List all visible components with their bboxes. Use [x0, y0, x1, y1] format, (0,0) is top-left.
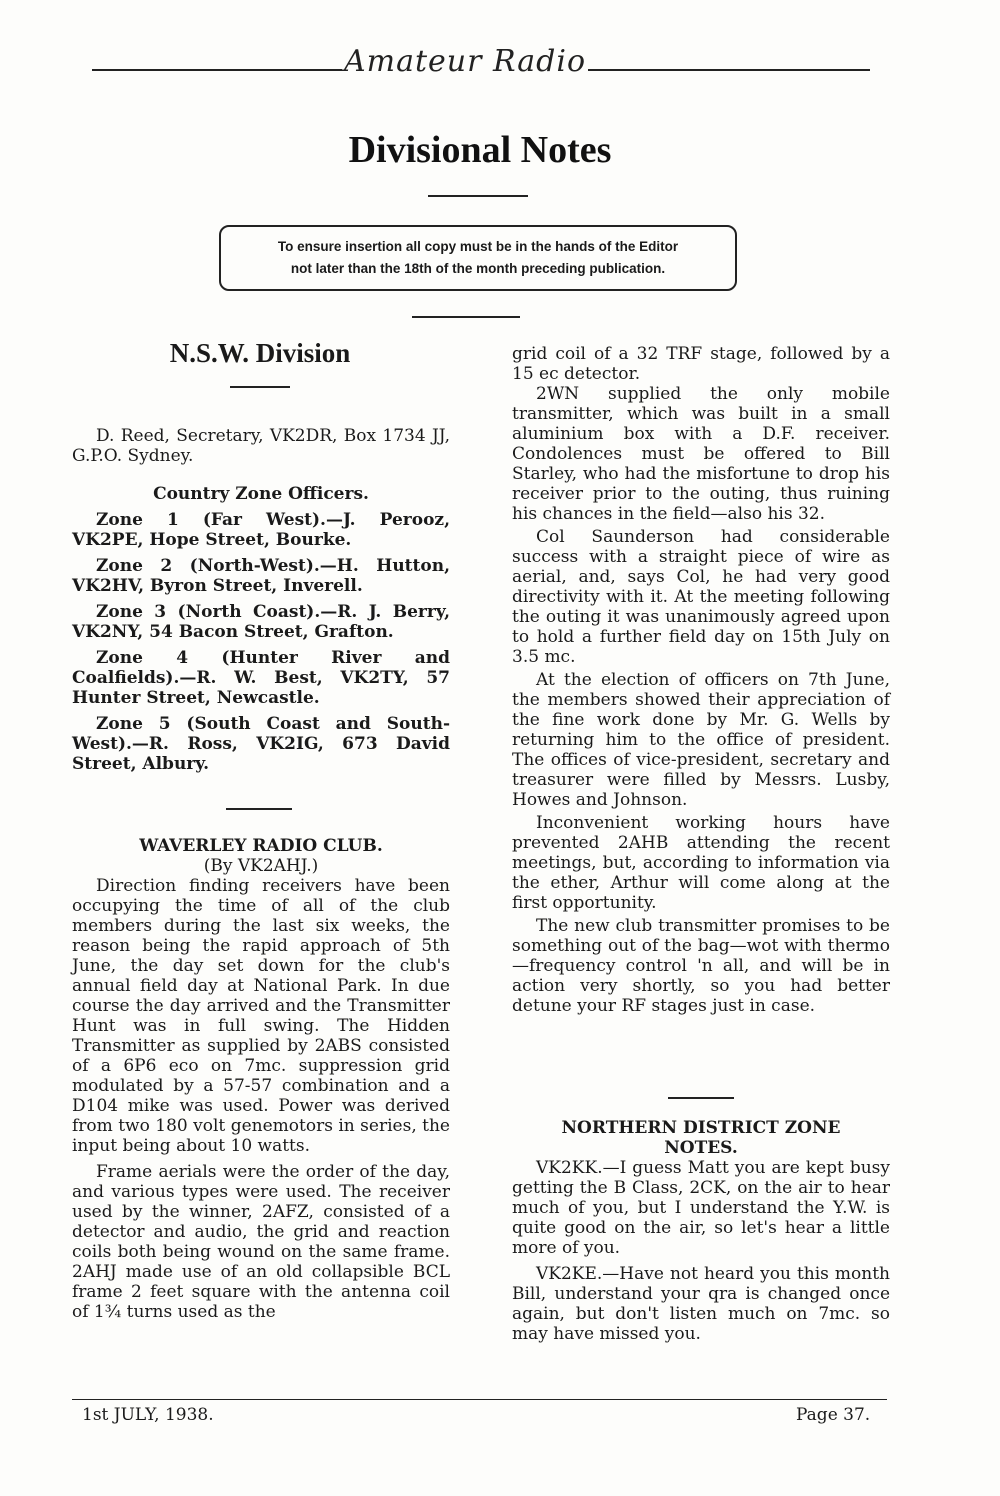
- zone-1: Zone 1 (Far West).—J. Perooz, VK2PE, Hope Street, Bourke.: [72, 510, 450, 550]
- zone-5: Zone 5 (South Coast and South-West).—R. Ross, VK2IG, 673 David Street, Albury.: [72, 714, 450, 774]
- footer-date: 1st JULY, 1938.: [82, 1405, 214, 1425]
- waverley-paragraph-5: Col Saunderson had considerable success with a straight piece of wire as aerial, and, says Col, he had very good directivity with it. At the meeting following the outing it was unanimously agreed upon to hold a further field day on 15th July on 3.5 mc.: [512, 527, 890, 667]
- notice-line-2: not later than the 18th of the month preceding publication.: [290, 261, 666, 276]
- footer-rule: [72, 1399, 887, 1400]
- waverley-paragraph-7: Inconvenient working hours have prevented 2AHB attending the recent meetings, but, according to information via the ether, Arthur will come along at the first opportunity.: [512, 813, 890, 913]
- zone-officers-heading: Country Zone Officers.: [153, 484, 369, 504]
- nsw-title-underline: [230, 386, 290, 388]
- masthead-rule-right: [588, 69, 870, 71]
- northern-column: [512, 1118, 890, 1344]
- title-underline: [428, 195, 528, 197]
- page-title: Divisional Notes: [348, 129, 612, 171]
- notice-line-1: To ensure insertion all copy must be in the hands of the Editor: [277, 239, 679, 254]
- masthead-rule-left: [92, 69, 342, 71]
- waverley-paragraph-3: grid coil of a 32 TRF stage, followed by a 15 ec detector.: [512, 344, 890, 384]
- waverley-paragraph-4: 2WN supplied the only mobile transmitter, which was built in a small aluminium box with a D.F. receiver. Condolences must be offered to Bill Starley, who had the misfortune to drop his receiver prior to the outing, thus ruining his chances in the field—also his 32.: [512, 384, 890, 524]
- section-divider: [226, 808, 292, 810]
- footer-page-number: Page 37.: [796, 1405, 871, 1425]
- nsw-division-title: N.S.W. Division: [169, 338, 351, 368]
- editor-notice: [219, 225, 737, 291]
- northern-paragraph-2: VK2KE.—Have not heard you this month Bill, understand your qra is changed once again, but don't listen much on 7mc. so may have missed you.: [512, 1264, 890, 1344]
- nsw-column: [72, 426, 450, 774]
- notice-underline: [412, 316, 520, 318]
- northern-divider: [668, 1097, 734, 1099]
- zone-3: Zone 3 (North Coast).—R. J. Berry, VK2NY, 54 Bacon Street, Grafton.: [72, 602, 450, 642]
- secretary-address: D. Reed, Secretary, VK2DR, Box 1734 JJ, G.P.O. Sydney.: [72, 426, 450, 466]
- waverley-byline: (By VK2AHJ.): [203, 856, 319, 876]
- zone-4: Zone 4 (Hunter River and Coalfields).—R. W. Best, VK2TY, 57 Hunter Street, Newcastle.: [72, 648, 450, 708]
- waverley-column-right: [512, 344, 890, 1016]
- waverley-paragraph-2: Frame aerials were the order of the day, and various types were used. The receiver used by the winner, 2AFZ, consisted of a detector and audio, the grid and reaction coils both being wound on the same frame. 2AHJ made use of an old collapsible BCL frame 2 feet square with the antenna coil of 1¾ turns used as the: [72, 1162, 450, 1322]
- waverley-paragraph-8: The new club transmitter promises to be something out of the bag—wot with thermo—frequency control 'n all, and will be in action very shortly, so you had better detune your RF stages just in case.: [512, 916, 890, 1016]
- waverley-paragraph-6: At the election of officers on 7th June, the members showed their appreciation of the fine work done by Mr. G. Wells by returning him to the office of president. The offices of vice-president, secretary and treasurer were filled by Messrs. Lusby, Howes and Johnson.: [512, 670, 890, 810]
- masthead-title: Amateur Radio: [343, 44, 587, 79]
- waverley-paragraph-1: Direction finding receivers have been occupying the time of all of the club members during the last six weeks, the reason being the rapid approach of 5th June, the day set down for the club's annual field day at National Park. In due course the day arrived and the Transmitter Hunt was in full swing. The Hidden Transmitter as supplied by 2ABS consisted of a 6P6 eco on 7mc. suppression grid modulated by a 57-57 combination and a D104 mike was used. Power was derived from two 180 volt genemotors in series, the input being about 10 watts.: [72, 876, 450, 1156]
- zone-2: Zone 2 (North-West).—H. Hutton, VK2HV, Byron Street, Inverell.: [72, 556, 450, 596]
- waverley-column-left: [72, 836, 450, 1322]
- northern-zone-title: NORTHERN DISTRICT ZONE NOTES.: [561, 1118, 841, 1158]
- waverley-club-title: WAVERLEY RADIO CLUB.: [139, 836, 383, 856]
- northern-paragraph-1: VK2KK.—I guess Matt you are kept busy getting the B Class, 2CK, on the air to hear much of you, but I understand the Y.W. is quite good on the air, so let's hear a little more of you.: [512, 1158, 890, 1258]
